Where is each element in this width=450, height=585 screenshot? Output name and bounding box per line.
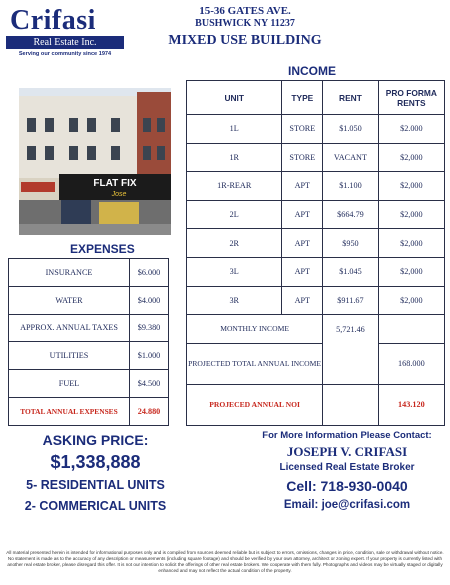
table-row — [9, 286, 169, 314]
contact-heading: For More Information Please Contact: — [262, 430, 432, 441]
unit-cell: 2L — [187, 200, 282, 229]
projected-income-value: 168.000 — [378, 343, 444, 384]
proforma-cell: $2,000 — [378, 172, 444, 201]
table-row — [187, 229, 445, 258]
rent-cell: $1.045 — [323, 257, 379, 286]
expense-value: $1.000 — [130, 342, 169, 370]
noi-row — [187, 384, 445, 425]
type-cell: STORE — [282, 115, 323, 144]
expense-label: INSURANCE — [9, 259, 130, 287]
rent-cell: VACANT — [323, 143, 379, 172]
listing-title: MIXED USE BUILDING — [168, 33, 322, 48]
total-expenses-label: TOTAL ANNUAL EXPENSES — [9, 397, 130, 425]
proforma-cell: $2,000 — [378, 257, 444, 286]
projected-income-empty — [323, 343, 379, 384]
logo-tagline: Serving our community since 1974 — [18, 51, 112, 57]
type-cell: STORE — [282, 143, 323, 172]
type-cell: APT — [282, 172, 323, 201]
column-header: TYPE — [282, 81, 323, 115]
monthly-income-row — [187, 315, 445, 344]
projected-income-row — [187, 343, 445, 384]
expense-label: APPROX. ANNUAL TAXES — [9, 314, 130, 342]
residential-units: 5- RESIDENTIAL UNITS — [26, 478, 165, 492]
contact-email[interactable]: Email: joe@crifasi.com — [283, 499, 411, 511]
rent-cell: $664.79 — [323, 200, 379, 229]
rent-cell: $1.100 — [323, 172, 379, 201]
unit-cell: 3R — [187, 286, 282, 315]
rent-cell: $911.67 — [323, 286, 379, 315]
expense-label: WATER — [9, 286, 130, 314]
type-cell: APT — [282, 200, 323, 229]
asking-price-label: ASKING PRICE: — [42, 432, 149, 448]
logo-name: Crifasi — [10, 5, 96, 36]
contact-name: JOSEPH V. CRIFASI — [286, 444, 408, 459]
unit-cell: 1R — [187, 143, 282, 172]
commercial-units: 2- COMMERICAL UNITS — [24, 499, 167, 513]
property-address: 15-36 GATES AVE. — [199, 5, 291, 17]
monthly-income-empty — [378, 315, 444, 344]
noi-label: PROJECED ANNUAL NOI — [187, 384, 323, 425]
table-row — [187, 172, 445, 201]
table-row — [9, 342, 169, 370]
proforma-cell: $2,000 — [378, 286, 444, 315]
expenses-table — [8, 258, 169, 426]
proforma-cell: $2,000 — [378, 229, 444, 258]
unit-cell: 3L — [187, 257, 282, 286]
monthly-income-label: MONTHLY INCOME — [187, 315, 323, 344]
unit-cell: 1L — [187, 115, 282, 144]
proforma-cell: $2,000 — [378, 200, 444, 229]
rent-cell: $1.050 — [323, 115, 379, 144]
expense-label: UTILITIES — [9, 342, 130, 370]
income-title: INCOME — [288, 64, 336, 78]
proforma-cell: $2,000 — [378, 143, 444, 172]
type-cell: APT — [282, 229, 323, 258]
expense-value: $4.500 — [130, 370, 169, 398]
total-expenses-row — [9, 397, 169, 425]
table-row — [187, 115, 445, 144]
table-row — [9, 259, 169, 287]
table-row — [187, 257, 445, 286]
expense-value: $9.380 — [130, 314, 169, 342]
unit-cell: 2R — [187, 229, 282, 258]
company-logo — [6, 6, 124, 57]
column-header: RENT — [323, 81, 379, 115]
contact-cell[interactable]: Cell: 718-930-0040 — [286, 478, 408, 494]
noi-value: 143.120 — [378, 384, 444, 425]
legal-disclaimer: All material presented herein is intended for informational purposes only and is compiled from sources deemed reliable but is subject to errors, omissions, changes in price, condition, sale or withdrawal without notice. No statement is made as to the accuracy of any description or measurements (including square footage) and should be verified by your own attorney, architect or zoning expert. If your property is currently listed with another real estate broker, please disregard this offer. It is not our intention to solicit the offerings of other real estate brokers. We cooperate with them fully. Photographs and videos may be virtually staged or digitally enhanced and may not reflect the actual condition of the property. — [6, 550, 444, 573]
property-city: BUSHWICK NY 11237 — [195, 18, 295, 29]
shop-sign-sub: Jose — [111, 191, 127, 198]
table-row — [187, 286, 445, 315]
expenses-title: EXPENSES — [70, 242, 135, 256]
logo-bar: Real Estate Inc. — [6, 36, 124, 49]
rent-cell: $950 — [323, 229, 379, 258]
expense-label: FUEL — [9, 370, 130, 398]
proforma-cell: $2.000 — [378, 115, 444, 144]
income-table — [186, 80, 445, 426]
unit-cell: 1R-REAR — [187, 172, 282, 201]
noi-empty — [323, 384, 379, 425]
table-row — [187, 143, 445, 172]
income-header-row — [187, 81, 445, 115]
asking-price-value: $1,338,888 — [50, 452, 141, 472]
column-header: UNIT — [187, 81, 282, 115]
table-row — [187, 200, 445, 229]
type-cell: APT — [282, 286, 323, 315]
expense-value: $6.000 — [130, 259, 169, 287]
projected-income-label: PROJECTED TOTAL ANNUAL INCOME — [187, 343, 323, 384]
table-row — [9, 314, 169, 342]
monthly-income-value: 5,721.46 — [323, 315, 379, 344]
total-expenses-value: 24.880 — [130, 397, 169, 425]
type-cell: APT — [282, 257, 323, 286]
shop-sign-text: FLAT FIX — [93, 178, 137, 189]
table-row — [9, 370, 169, 398]
contact-title: Licensed Real Estate Broker — [279, 462, 415, 473]
expense-value: $4.000 — [130, 286, 169, 314]
column-header: PRO FORMA RENTS — [378, 81, 444, 115]
building-photo — [19, 88, 171, 235]
